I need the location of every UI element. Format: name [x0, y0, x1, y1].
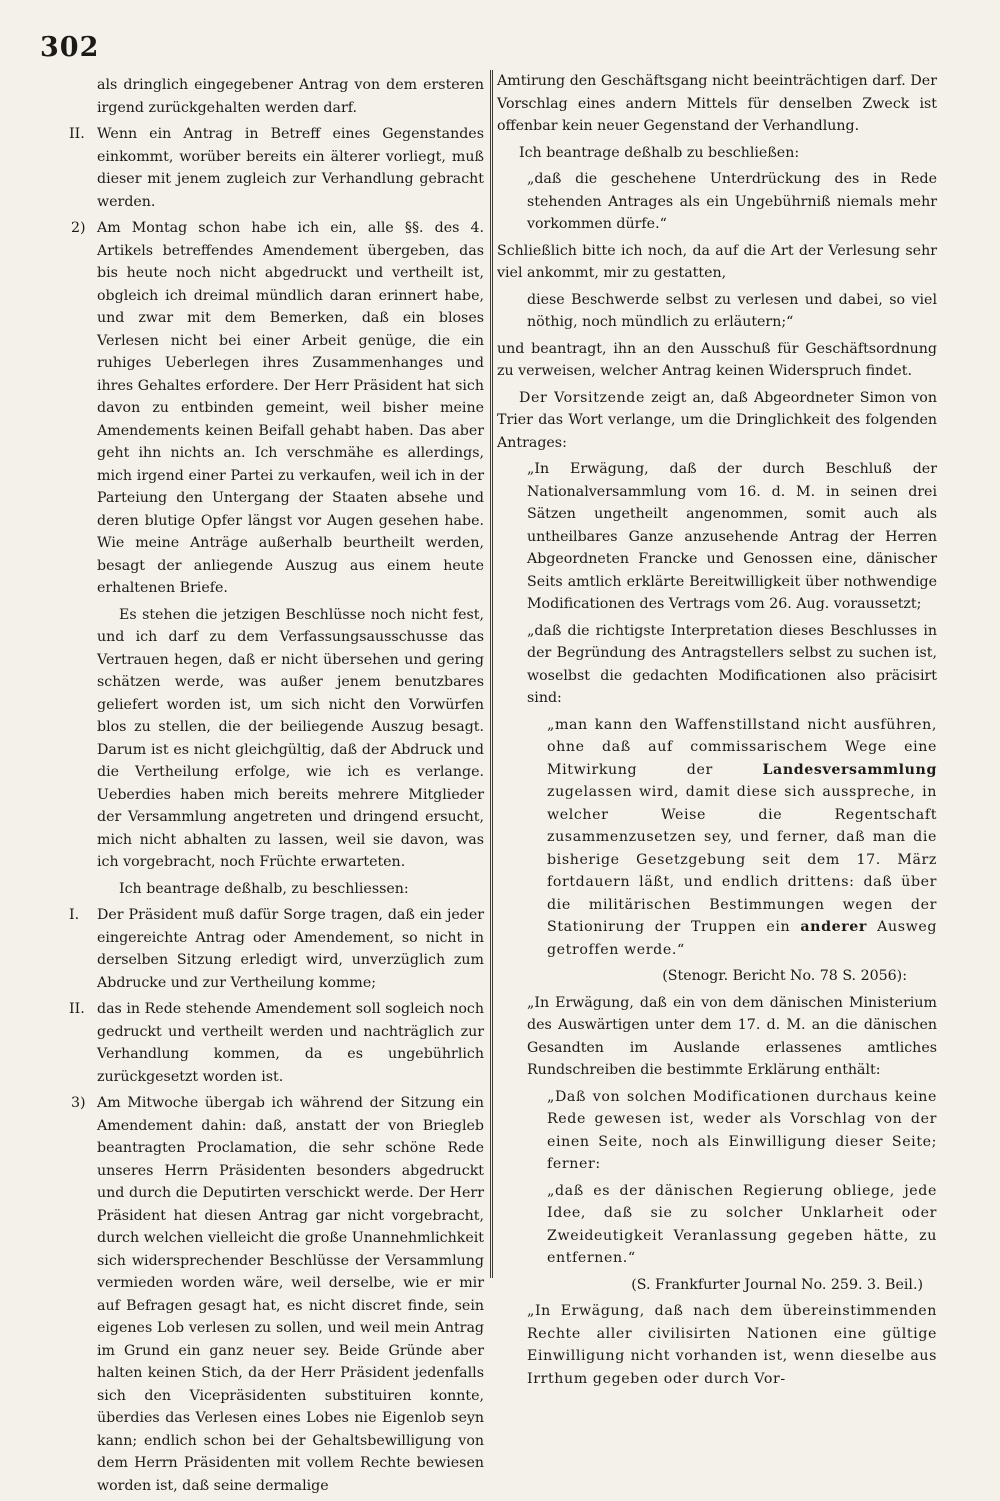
- quote-5-part-a: „man kann den Waffenstillstand nicht ausführen, ohne daß auf commissarischem Wege eine Mitwirkung der: [547, 716, 937, 778]
- quote-4: „daß die richtigste Interpretation dieses Beschlusses in der Begründung des Antragstellers selbst zu suchen ist, woselbst die gedachten Modificationen also präcisirt sind:: [527, 622, 937, 706]
- list-item-3: [71, 1092, 484, 1497]
- list-item-i: [69, 904, 484, 994]
- right-paragraph-1: Amtirung den Geschäftsgang nicht beeinträchtigen darf. Der Vorschlag eines andern Mittels für denselben Zweck ist offenbar kein neuer Gegenstand der Verhandlung.: [497, 73, 937, 134]
- left-paragraph-1: als dringlich eingegebener Antrag von dem ersteren irgend zurückgehalten werden darf.: [97, 77, 484, 116]
- list-marker: II.: [69, 1001, 85, 1017]
- left-paragraph-es-stehen: Es stehen die jetzigen Beschlüsse noch nicht fest, und ich darf zu dem Verfassungsausschusse das Vertrauen hegen, daß er nicht übersehen und gering schätzen werde, was außer jenem benutzbares geliefert worden ist, um sich nicht den Vorwürfen blos zu stellen, die der beiliegende Auszug besagt. Darum ist es nicht gleichgültig, daß der Abdruck und die Vertheilung erfolge, wie ich es verlange. Ueberdies haben mich bereits mehrere Mitglieder der Versammlung angetreten und dringend ersucht, mich nicht abhalten zu lassen, weil sie davon, was ich vorgebracht, noch Früchte erwarteten.: [97, 606, 484, 870]
- list-item-2: [71, 217, 484, 600]
- list-item-ii-second: [69, 998, 484, 1088]
- list-marker: 2): [71, 220, 86, 236]
- quote-8: „daß es der dänischen Regierung obliege, jede Idee, daß sie zu solcher Unklarheit oder Zweideutigkeit Veranlassung gegeben hätte, zu entfernen.“: [547, 1182, 937, 1266]
- quote-3: „In Erwägung, daß der durch Beschluß der Nationalversammlung vom 16. d. M. in seinen drei Sätzen ungetheilt angenommen, somit auch als untheilbares Ganze anzusehende Antrag der Herren Abgeordneten Francke und Genossen eine, dänischer Seits amtlich erklärte Bereitwilligkeit über nothwendige Modificationen des Vertrags vom 26. Aug. voraussetzt;: [527, 461, 937, 612]
- reference-1: (Stenogr. Bericht No. 78 S. 2056):: [662, 968, 907, 984]
- quote-7: „Daß von solchen Modificationen durchaus keine Rede gewesen ist, weder als Vorschlag von der einen Seite, noch als Einwilligung dieser Seite; ferner:: [547, 1088, 937, 1172]
- quote-9: „In Erwägung, daß nach dem übereinstimmenden Rechte aller civilisirten Nationen eine gültige Einwilligung nicht vorhanden ist, wenn dieselbe aus Irrthum gegeben oder durch Vor-: [527, 1303, 937, 1387]
- right-paragraph-3: Schließlich bitte ich noch, da auf die Art der Verlesung sehr viel ankommt, mir zu gestatten,: [497, 242, 937, 281]
- list-item-text: Der Präsident muß dafür Sorge tragen, daß ein jeder eingereichte Antrag oder Amendement, so nicht in derselben Sitzung erledigt wird, unverzüglich zum Abdrucke und zur Vertheilung komme;: [97, 907, 484, 991]
- right-paragraph-4: und beantragt, ihn an den Ausschuß für Geschäftsordnung zu verweisen, welcher Antrag keinen Widerspruch findet.: [497, 340, 937, 379]
- list-item-text: Am Mitwoche übergab ich während der Sitzung ein Amendement dahin: daß, anstatt der von Briegleb beantragten Proclamation, die sehr schöne Rede unseres Herrn Präsidenten besonders abgedruckt und durch die Deputirten verschickt werde. Der Herr Präsident hat diesen Antrag gar nicht vorgebracht, durch welchen vielleicht die große Unannehmlichkeit sich widersprechender Beschlüsse der Versammlung vermieden worden wäre, weil derselbe, wie er mir auf Befragen gesagt hat, es nicht discret finde, sein eigenes Lob verlesen zu sollen, und weil mein Antrag im Grund ein ganz neuer sey. Beide Gründe aber halten keinen Stich, da der Herr Präsident jedenfalls sich den Vicepräsidenten substituiren konnte, überdies das Verlesen eines Lobes nie Eigenlob seyn kann; endlich schon bei der Gehaltsbewilligung von dem Herrn Präsidenten mit vollem Rechte bewiesen worden ist, daß seine dermalige: [97, 1095, 484, 1494]
- right-paragraph-2: Ich beantrage deßhalb zu beschließen:: [519, 144, 800, 161]
- quote-5-emphasis-1: Landesversammlung: [762, 761, 937, 778]
- list-item-text: Am Montag schon habe ich ein, alle §§. des 4. Artikels betreffendes Amendement übergeben, das bis heute noch nicht abgedruckt und vertheilt ist, obgleich ich dreimal mündlich daran erinnert habe, und zwar mit dem Bemerken, daß ein bloses Verlesen nicht bei einer Arbeit genüge, die ein ruhiges Ueberlegen ihres Zusammenhanges und ihres Gehaltes erfordere. Der Herr Präsident hat sich davon zu entbinden gemeint, weil bisher meine Amendements keinen Beifall gehabt haben. Das aber geht ihn nichts an. Ich verschmähe es allerdings, mich irgend einer Partei zu verkaufen, weil ich in der Parteiung den Untergang der Staaten absehe und deren blutige Opfer längst vor Augen gesehen habe. Wie meine Anträge außerhalb beurtheilt werden, besagt der anliegende Auszug aus einem heute erhaltenen Briefe.: [97, 220, 484, 596]
- quote-6: „In Erwägung, daß ein von dem dänischen Ministerium des Auswärtigen unter dem 17. d. M. an die dänischen Gesandten im Auslande erlassenes amtliches Rundschreiben die bestimmte Erklärung enthält:: [527, 994, 937, 1078]
- speaker-text: zeigt an, daß Abgeordneter Simon von Trier das Wort verlange, um die Dringlichkeit des folgenden Antrages:: [497, 389, 937, 451]
- list-item-ii: [69, 123, 484, 213]
- left-column: [69, 74, 484, 1501]
- quote-2: diese Beschwerde selbst zu verlesen und dabei, so viel nöthig, noch mündlich zu erläutern;“: [527, 291, 937, 330]
- list-marker: I.: [69, 907, 80, 923]
- page-number: 302: [40, 32, 100, 63]
- quote-5-part-c: Ausweg getroffen werde.“: [547, 919, 938, 958]
- list-item-text: Wenn ein Antrag in Betreff eines Gegenstandes einkommt, worüber bereits ein älterer vorliegt, muß dieser mit jenem zugleich zur Verhandlung gebracht werden.: [97, 126, 484, 210]
- column-divider: [490, 70, 493, 1278]
- reference-2: (S. Frankfurter Journal No. 259. 3. Beil.): [631, 1276, 923, 1293]
- quote-5-part-b: zugelassen wird, damit diese sich ausspreche, in welcher Weise die Regentschaft zusammenzusetzen sey, und ferner, daß man die bisherige Gesetzgebung seit dem 17. März fortdauern läßt, und endlich drittens: daß über die militärischen Bestimmungen wegen der Stationirung der Truppen ein: [547, 784, 937, 935]
- left-paragraph-beantrage: Ich beantrage deßhalb, zu beschliessen:: [119, 880, 409, 897]
- speaker-name: Der Vorsitzende: [519, 389, 645, 406]
- list-marker: 3): [71, 1095, 86, 1111]
- quote-5-emphasis-2: anderer: [800, 919, 867, 935]
- quote-1: „daß die geschehene Unterdrückung des in Rede stehenden Antrages als ein Ungebührniß niemals mehr vorkommen dürfe.“: [527, 171, 937, 232]
- quote-5: [547, 714, 937, 962]
- list-item-text: das in Rede stehende Amendement soll sogleich noch gedruckt und vertheilt werden und nachträglich zur Verhandlung kommen, da es ungebührlich zurückgesetzt worden ist.: [97, 1001, 484, 1085]
- list-marker: II.: [69, 126, 85, 142]
- right-column: [497, 70, 937, 1394]
- right-paragraph-5: [497, 387, 937, 455]
